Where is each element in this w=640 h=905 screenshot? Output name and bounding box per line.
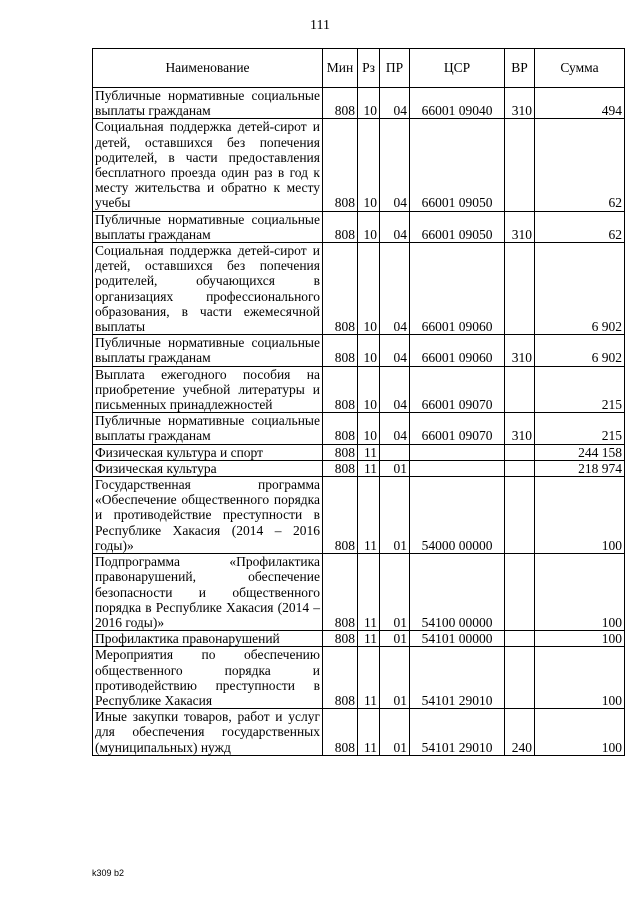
cell-sum: 215 <box>535 413 625 444</box>
cell-pr: 04 <box>380 335 410 366</box>
cell-rz: 10 <box>358 366 380 413</box>
cell-pr <box>380 444 410 460</box>
cell-vr <box>505 366 535 413</box>
cell-name: Выплата ежегодного пособия на приобретение учебной литературы и письменных принадлежностей <box>93 366 323 413</box>
table-row <box>93 88 625 119</box>
cell-min: 808 <box>323 243 358 335</box>
cell-sum: 100 <box>535 631 625 647</box>
cell-name: Публичные нормативные социальные выплаты гражданам <box>93 211 323 242</box>
cell-name: Государственная программа «Обеспечение общественного порядка и противодействие преступности в Республике Хакасия (2014 – 2016 годы)» <box>93 477 323 554</box>
cell-sum: 62 <box>535 211 625 242</box>
cell-min: 808 <box>323 631 358 647</box>
table-row <box>93 243 625 335</box>
cell-pr: 01 <box>380 709 410 756</box>
cell-rz: 10 <box>358 413 380 444</box>
cell-min: 808 <box>323 460 358 476</box>
cell-sum: 100 <box>535 709 625 756</box>
cell-name: Публичные нормативные социальные выплаты гражданам <box>93 335 323 366</box>
footer-code: k309 b2 <box>92 868 125 878</box>
cell-rz: 11 <box>358 631 380 647</box>
cell-csr: 66001 09060 <box>410 243 505 335</box>
table-row <box>93 460 625 476</box>
cell-name: Публичные нормативные социальные выплаты гражданам <box>93 88 323 119</box>
cell-rz: 11 <box>358 709 380 756</box>
cell-pr: 01 <box>380 554 410 631</box>
cell-csr: 54000 00000 <box>410 477 505 554</box>
header-vr: ВР <box>505 49 535 88</box>
cell-name: Подпрограмма «Профилактика правонарушений, обеспечение безопасности и общественного порядка в Республике Хакасия (2014 – 2016 годы)» <box>93 554 323 631</box>
cell-sum: 100 <box>535 647 625 709</box>
cell-min: 808 <box>323 88 358 119</box>
cell-csr: 54100 00000 <box>410 554 505 631</box>
table-row <box>93 335 625 366</box>
table-row <box>93 366 625 413</box>
cell-pr: 04 <box>380 243 410 335</box>
cell-name: Мероприятия по обеспечению общественного порядка и противодействию преступности в Республике Хакасия <box>93 647 323 709</box>
cell-pr: 01 <box>380 460 410 476</box>
cell-vr <box>505 444 535 460</box>
table-row <box>93 119 625 211</box>
budget-table <box>92 48 625 756</box>
cell-csr: 54101 29010 <box>410 709 505 756</box>
cell-min: 808 <box>323 477 358 554</box>
cell-vr <box>505 647 535 709</box>
cell-sum: 6 902 <box>535 335 625 366</box>
cell-csr: 66001 09050 <box>410 211 505 242</box>
cell-vr <box>505 460 535 476</box>
cell-name: Физическая культура и спорт <box>93 444 323 460</box>
table-row <box>93 211 625 242</box>
cell-rz: 11 <box>358 647 380 709</box>
cell-pr: 04 <box>380 366 410 413</box>
cell-rz: 11 <box>358 444 380 460</box>
cell-pr: 04 <box>380 88 410 119</box>
cell-sum: 100 <box>535 477 625 554</box>
cell-pr: 01 <box>380 647 410 709</box>
table-header-row <box>93 49 625 88</box>
cell-sum: 218 974 <box>535 460 625 476</box>
cell-min: 808 <box>323 647 358 709</box>
table-body <box>93 88 625 756</box>
cell-sum: 494 <box>535 88 625 119</box>
cell-rz: 11 <box>358 477 380 554</box>
cell-rz: 11 <box>358 554 380 631</box>
cell-min: 808 <box>323 709 358 756</box>
cell-min: 808 <box>323 211 358 242</box>
cell-min: 808 <box>323 444 358 460</box>
cell-rz: 10 <box>358 211 380 242</box>
cell-vr: 310 <box>505 335 535 366</box>
table-row <box>93 631 625 647</box>
cell-pr: 04 <box>380 211 410 242</box>
cell-vr: 310 <box>505 211 535 242</box>
cell-csr: 66001 09070 <box>410 413 505 444</box>
cell-sum: 215 <box>535 366 625 413</box>
cell-rz: 10 <box>358 243 380 335</box>
cell-vr <box>505 477 535 554</box>
cell-min: 808 <box>323 335 358 366</box>
cell-csr: 54101 00000 <box>410 631 505 647</box>
cell-name: Физическая культура <box>93 460 323 476</box>
cell-pr: 04 <box>380 119 410 211</box>
page-number: 111 <box>310 18 330 33</box>
cell-csr: 66001 09040 <box>410 88 505 119</box>
table-row <box>93 477 625 554</box>
cell-vr <box>505 631 535 647</box>
cell-pr: 04 <box>380 413 410 444</box>
cell-name: Социальная поддержка детей-сирот и детей, оставшихся без попечения родителей, обучающихся в организациях профессионального образования, в части ежемесячной выплаты <box>93 243 323 335</box>
table-row <box>93 413 625 444</box>
header-pr: ПР <box>380 49 410 88</box>
cell-csr <box>410 460 505 476</box>
header-name: Наименование <box>93 49 323 88</box>
cell-sum: 244 158 <box>535 444 625 460</box>
header-min: Мин <box>323 49 358 88</box>
cell-vr: 310 <box>505 413 535 444</box>
table-row <box>93 709 625 756</box>
table-row <box>93 647 625 709</box>
cell-vr <box>505 243 535 335</box>
cell-rz: 10 <box>358 88 380 119</box>
table-row <box>93 554 625 631</box>
cell-name: Социальная поддержка детей-сирот и детей, оставшихся без попечения родителей, в части предоставления бесплатного проезда один раз в год к месту жительства и обратно к месту учебы <box>93 119 323 211</box>
table-row <box>93 444 625 460</box>
cell-pr: 01 <box>380 631 410 647</box>
cell-min: 808 <box>323 119 358 211</box>
header-csr: ЦСР <box>410 49 505 88</box>
cell-csr: 66001 09050 <box>410 119 505 211</box>
cell-vr: 240 <box>505 709 535 756</box>
cell-min: 808 <box>323 413 358 444</box>
header-sum: Сумма <box>535 49 625 88</box>
cell-pr: 01 <box>380 477 410 554</box>
cell-name: Публичные нормативные социальные выплаты гражданам <box>93 413 323 444</box>
cell-sum: 100 <box>535 554 625 631</box>
cell-name: Иные закупки товаров, работ и услуг для обеспечения государственных (муниципальных) нужд <box>93 709 323 756</box>
cell-vr <box>505 119 535 211</box>
cell-csr: 66001 09070 <box>410 366 505 413</box>
cell-sum: 62 <box>535 119 625 211</box>
cell-min: 808 <box>323 554 358 631</box>
cell-csr <box>410 444 505 460</box>
cell-name: Профилактика правонарушений <box>93 631 323 647</box>
cell-csr: 54101 29010 <box>410 647 505 709</box>
cell-rz: 10 <box>358 335 380 366</box>
cell-csr: 66001 09060 <box>410 335 505 366</box>
cell-rz: 11 <box>358 460 380 476</box>
cell-vr: 310 <box>505 88 535 119</box>
cell-min: 808 <box>323 366 358 413</box>
cell-vr <box>505 554 535 631</box>
header-rz: Рз <box>358 49 380 88</box>
cell-sum: 6 902 <box>535 243 625 335</box>
cell-rz: 10 <box>358 119 380 211</box>
